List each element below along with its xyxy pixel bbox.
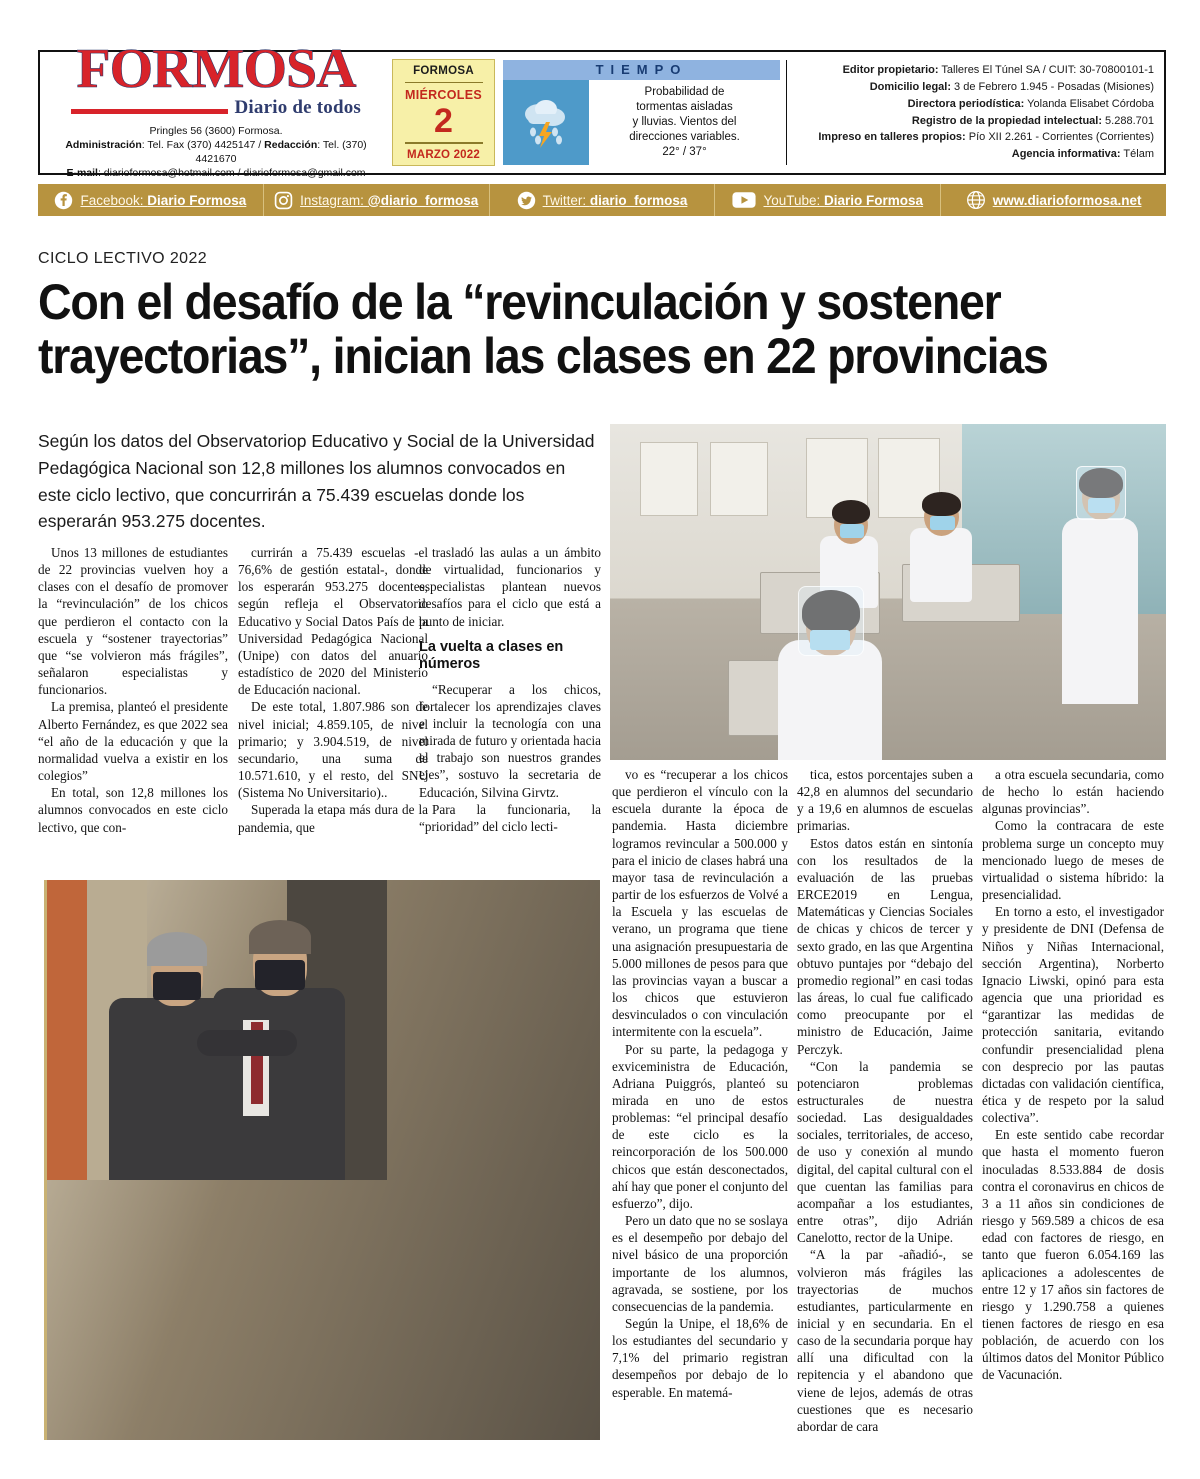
- paragraph: vo es “recuperar a los chicos que perdieron el vínculo con la escuela durante la época de pandemia. Hasta diciembre logramos revincular a 500.000 y para el inicio de clases habrá una mayor tasa de revinculación a partir de los esfuerzos de Volvé a la Escuela y las escuelas de verano, un programa que tiene una asignación presupuestaria de 5.000 millones de pesos para que las provincias vayan a buscar a los chicos que estuvieron desvinculados o con vinculación intermitente con la escuela”.: [612, 767, 788, 1040]
- address-line: Pringles 56 (3600) Formosa.: [149, 124, 283, 137]
- date-day-number: 2: [434, 102, 453, 141]
- weather-line-4: direcciones variables.: [629, 131, 740, 144]
- weather-forecast-text: [589, 80, 780, 165]
- newspaper-logo[interactable]: [40, 37, 392, 180]
- paragraph: trasladó las aulas a un ámbito de virtualidad, funcionarios y especialistas plantean nuevos desafíos para el ciclo que está a punto de iniciar.: [419, 545, 601, 629]
- social-label-youtube: YouTube: Diario Formosa: [763, 192, 924, 208]
- paragraph: Como la contracara de este problema surge un concepto muy mencionado luego de meses de virtualidad o sistema híbrido: la presencialidad.: [982, 818, 1164, 903]
- article-column-4: [612, 766, 788, 1456]
- facebook-icon: [54, 191, 73, 210]
- article-column-1: [38, 544, 228, 836]
- secondary-photo-wrap: [246, 969, 586, 1329]
- imprint-row: Domicilio legal: 3 de Febrero 1.945 - Posadas (Misiones): [869, 81, 1154, 94]
- article-column-6: [982, 766, 1164, 1456]
- paragraph: currirán a 75.439 escuelas -el 76,6% de gestión estatal-, donde los esperarán 953.275 docentes, según refleja el Observatorio Educativo y Social Datos País de la Universidad Pedagógica Nacional (Unipe) con datos del anuario estadístico de 2020 del Ministerio de Educación nacional.: [238, 545, 428, 698]
- globe-icon: [966, 190, 986, 210]
- date-box: [392, 59, 495, 166]
- weather-line-1: Probabilidad de: [644, 85, 725, 98]
- instagram-icon: [274, 191, 293, 210]
- article-lead: Según los datos del Observatoriop Educativo y Social de la Universidad Pedagógica Nacional son 12,8 millones los alumnos convocados en este ciclo lectivo, que concurrirán a 75.439 escuelas donde los esperarán 953.275 docentes.: [38, 431, 595, 532]
- weather-temperatures: 22° / 37°: [662, 146, 707, 159]
- weather-icon-box: [503, 80, 589, 165]
- masthead-contact-block: [46, 124, 386, 181]
- storm-rain-cloud-icon: [515, 92, 577, 154]
- imprint-row: Impreso en talleres propios: Pío XII 2.261 - Corrientes (Corrientes): [818, 131, 1154, 144]
- logo-tagline: Diario de todos: [234, 96, 361, 118]
- date-month-year: MARZO 2022: [407, 148, 480, 161]
- paragraph: “A la par -añadió-, se volvieron más frágiles las trayectorias de muchos estudiantes, particularmente en inicial y en secundaria. En el caso de la secundaria porque hay allí una dificultad con la repitencia y el abandono que viene de lejos, además de otras cuestiones que es necesario abordar de cara: [797, 1247, 973, 1434]
- social-label-facebook: Facebook: Diario Formosa: [80, 192, 247, 208]
- date-weekday: MIÉRCOLES: [404, 88, 482, 103]
- paragraph: “Con la pandemia se potenciaron problemas estructurales de nuestra sociedad. Las desigualdades sociales, territoriales, de acceso, de uso y conexión al mundo digital, del capital cultural con el que cuentan las familias para acompañar a los estudiantes, entre otras”, dijo Adrián Canelotto, rector de la Unipe.: [797, 1058, 973, 1246]
- weather-title: TIEMPO: [503, 60, 780, 80]
- article-main-photo: [610, 424, 1166, 760]
- weather-line-2: tormentas aisladas: [636, 100, 733, 113]
- imprint-row: Registro de la propiedad intelectual: 5.288.701: [911, 114, 1154, 127]
- paragraph: En torno a esto, el investigador y presidente de DNI (Defensa de Niños y Niñas Internacional, sección Argentina), Norberto Ignacio Liwski, opinó para esta agencia que una prioridad es “garantizar las medidas de protección sanitaria, evitando confundir presencialidad plena con desprecio por las pautas dictadas con validación científica, ética y de respeto por la salud colectiva”.: [982, 904, 1164, 1126]
- date-divider-top: [405, 82, 483, 84]
- social-link-youtube[interactable]: [715, 184, 941, 216]
- secondary-top-row: [61, 969, 586, 1329]
- paragraph: a otra escuela secundaria, como de hecho lo están haciendo algunas provincias”.: [982, 767, 1164, 817]
- admin-line: Administración: Tel. Fax (370) 4425147 / Redacción: Tel. (370) 4421670: [65, 138, 367, 166]
- weather-widget: [503, 60, 780, 165]
- subheading-numeros: La vuelta a clases en números: [419, 638, 564, 673]
- secondary-photo: [246, 969, 586, 1269]
- paragraph: Superada la etapa más dura de la pandemia, que: [238, 802, 428, 835]
- paragraph: Unos 13 millones de estudiantes de 22 provincias vuelven hoy a clases con el desafío de promover la “revinculación” de los chicos que perdieron el contacto con la escuela y “sostener trayectorias” que “se volvieron más frágiles”, señalaron especialistas y funcionarios.: [38, 545, 228, 698]
- twitter-icon: [517, 191, 536, 210]
- imprint-row: Directora periodística: Yolanda Elisabet Córdoba: [907, 97, 1154, 110]
- paragraph: Según la Unipe, el 18,6% de los estudiantes del secundario y 7,1% del primario registran desempeños por debajo de lo esperable. En matemá-: [612, 1316, 788, 1400]
- imprint-row: Agencia informativa: Télam: [1011, 147, 1154, 160]
- paragraph: Para la funcionaria, la “prioridad” del ciclo lecti-: [419, 801, 601, 834]
- paragraph: De este total, 1.807.986 son de nivel inicial; 4.859.105, de nivel primario; y 3.904.519, de nivel secundario, una suma de 10.571.610, y el resto, del SNU (Sistema No Universitario)..: [238, 699, 428, 801]
- date-divider-bottom: [405, 142, 483, 144]
- weather-line-3: y lluvias. Vientos del: [632, 115, 737, 128]
- article-column-3: [419, 544, 601, 835]
- paragraph: En este sentido cabe recordar que hasta el momento fueron inoculadas 8.533.884 de dosis contra el coronavirus en chicos de 3 a 11 años sin condiciones de riesgo y 569.589 a chicos de esa edad con factores de riesgo, en tanto que fueron 6.054.169 las aplicaciones a adolescentes de entre 12 y 17 años sin factores de riesgo y 1.290.758 a quienes tienen factores de riesgo en esa población, de acuerdo con los últimos datos del Monitor Público de Vacunación.: [982, 1127, 1164, 1383]
- paragraph: Estos datos están en sintonía con los resultados de la evaluación de las pruebas ERCE2019 en Lengua, Matemáticas y Ciencias Sociales de chicas y chicos de tercer y sexto grado, en las que Argentina obtuvo puntajes por “debajo del promedio regional” en casi todas las áreas, lo cual fue calificado como preocupante por el ministro de Educación, Jaime Perczyk.: [797, 835, 973, 1057]
- masthead: [38, 37, 1166, 180]
- paragraph: La premisa, planteó el presidente Alberto Fernández, es que 2022 sea “el año de la educación y que la normalidad vuelva a existir en los colegios”: [38, 699, 228, 784]
- social-media-bar: [38, 184, 1166, 216]
- logo-rule: [71, 109, 228, 114]
- social-link-website[interactable]: [941, 184, 1166, 216]
- paragraph: tica, estos porcentajes suben a 42,8 en alumnos del secundario y a 19,6 en alumnos de escuelas primarias.: [797, 767, 973, 834]
- social-label-website: www.diarioformosa.net: [992, 192, 1142, 208]
- paragraph: Pero un dato que no se soslaya es el desempeño por debajo del nivel básico de una proporción importante de los alumnos, agravada, se sostiene, por los consecuencias de la pandemia.: [612, 1213, 788, 1314]
- youtube-icon: [732, 191, 756, 209]
- imprint-row: Editor propietario: Talleres El Túnel SA / CUIT: 30-70800101-1: [842, 64, 1154, 77]
- article-column-5: [797, 766, 973, 1456]
- social-link-twitter[interactable]: [490, 184, 716, 216]
- social-label-instagram: Instagram: @diario_formosa: [300, 192, 479, 208]
- secondary-article: [44, 880, 600, 1440]
- paragraph: Por su parte, la pedagoga y exviceministra de Educación, Adriana Puiggrós, planteó su mirada en uno de estos problemas: “el principal desafío de este ciclo es la reincorporación de los 500.000 chicos que están desconectados, ahí hay que poner el conjunto del esfuerzo”, dijo.: [612, 1041, 788, 1211]
- logo-wordmark: FORMOSA: [76, 37, 356, 100]
- date-city: FORMOSA: [413, 65, 474, 77]
- social-link-facebook[interactable]: [38, 184, 264, 216]
- weather-body: [503, 80, 780, 165]
- social-label-twitter: Twitter: diario_formosa: [542, 192, 688, 208]
- email-line: E-mail: diarioformosa@hotmail.com / diarioformosa@gmail.com: [66, 167, 366, 180]
- imprint-block: [786, 60, 1164, 165]
- logo-tagline-row: [71, 97, 361, 119]
- article-kicker: CICLO LECTIVO 2022: [38, 250, 208, 267]
- paragraph: En total, son 12,8 millones los alumnos convocados en este ciclo lectivo, que con-: [38, 785, 228, 835]
- article-headline: Con el desafío de la “revinculación y sostener trayectorias”, inician las clases en 22 provincias: [38, 274, 1048, 384]
- paragraph: “Recuperar a los chicos, fortalecer los aprendizajes claves e incluir la tecnología con una mirada de futuro y orientada hacia el trabajo son nuestros grandes ejes”, sostuvo la secretaria de Educación, Silvina Girvtz.: [419, 681, 601, 800]
- social-link-instagram[interactable]: [264, 184, 490, 216]
- article-column-2: [238, 544, 428, 836]
